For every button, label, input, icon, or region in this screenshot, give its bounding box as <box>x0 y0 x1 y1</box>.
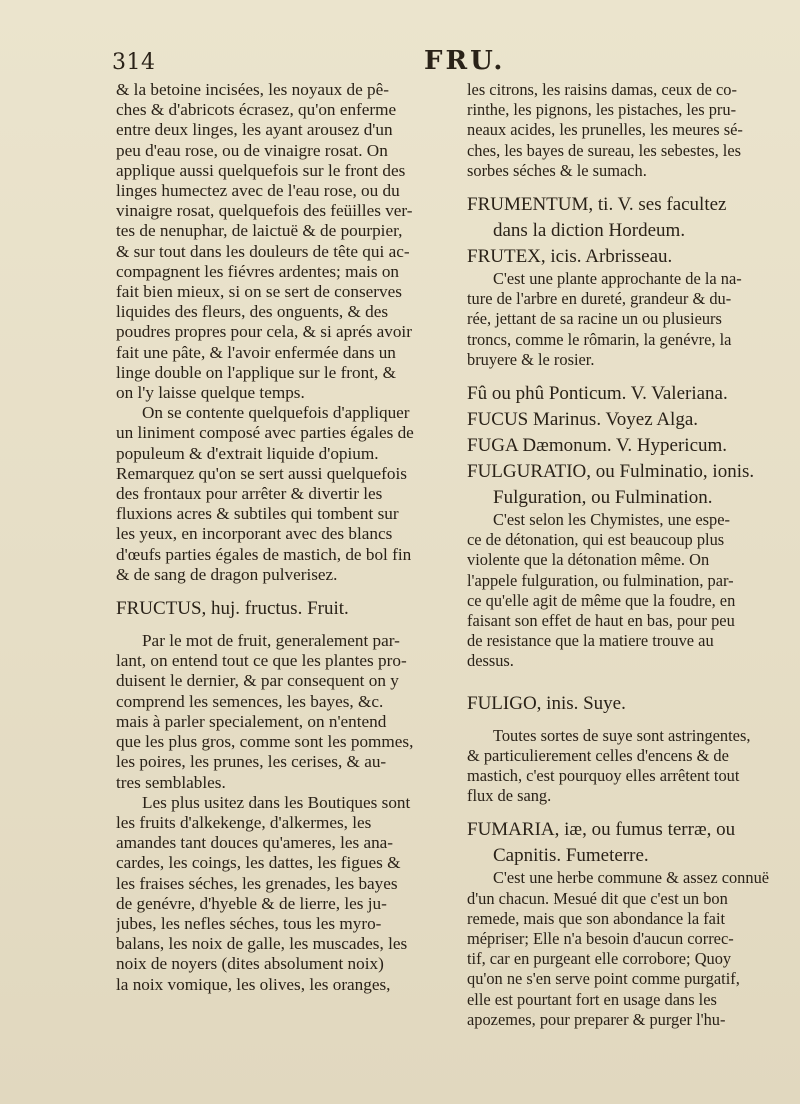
spacer <box>116 585 457 595</box>
entry-heading-fuligo: FULIGO, inis. Suye. <box>467 692 626 714</box>
text-line: mais à parler specialement, on n'entend <box>116 711 387 731</box>
text-line: la noix vomique, les olives, les oranges, <box>116 974 391 994</box>
text-line: linges humectez avec de l'eau rose, ou du <box>116 181 400 201</box>
text-line: mastich, c'est pourquoy elles arrêtent tout <box>467 766 740 786</box>
text-line: comprend les semences, les bayes, &c. <box>116 691 384 711</box>
text-line: les fruits d'alkekenge, d'alkermes, les <box>116 812 372 832</box>
text-line: liquides des fleurs, des onguents, & des <box>116 302 389 322</box>
text-line: un liniment composé avec parties égales de <box>116 423 414 443</box>
spacer <box>467 672 787 690</box>
spacer <box>116 621 457 631</box>
text-line: C'est une herbe commune & assez connuë <box>493 868 770 888</box>
text-line: remede, mais que son abondance la fait <box>467 908 726 928</box>
text-line: On se contente quelquefois d'appliquer <box>142 403 410 423</box>
text-line: de resistance que la matiere trouve au <box>467 631 714 651</box>
text-line: applique aussi quelquefois sur le front des <box>116 160 406 180</box>
text-line: jubes, les nefles séches, tous les myro- <box>116 913 382 933</box>
text-line: noix de noyers (dites absolument noix) <box>116 954 384 974</box>
text-line: & sur tout dans les douleurs de tête qui ac- <box>116 241 410 261</box>
text-line: rée, jettant de sa racine un ou plusieurs <box>467 309 722 329</box>
entry-heading-fructus: FRUCTUS, huj. fructus. Fruit. <box>116 598 349 620</box>
spacer <box>467 370 787 380</box>
text-line: elle est pourtant fort en usage dans les <box>467 989 717 1009</box>
entry-heading-frumentum-cont: dans la diction Hordeum. <box>493 220 686 242</box>
entry-heading-frutex: FRUTEX, icis. Arbrisseau. <box>467 246 673 268</box>
text-line: rinthe, les pignons, les pistaches, les pru- <box>467 100 737 120</box>
text-line: C'est selon les Chymistes, une espe- <box>493 510 730 530</box>
text-line: les poires, les prunes, les cerises, & au- <box>116 752 387 772</box>
text-line: vinaigre rosat, quelquefois des feüilles ver- <box>116 201 413 221</box>
entry-heading-fucus: FUCUS Marinus. Voyez Alga. <box>467 409 699 431</box>
entry-heading-fumaria-cont: Capnitis. Fumeterre. <box>493 845 649 867</box>
text-line: balans, les noix de galle, les muscades, les <box>116 934 408 954</box>
text-line: violente que la détonation même. On <box>467 550 710 570</box>
text-line: ture de l'arbre en dureté, grandeur & du- <box>467 289 732 309</box>
text-line: poudres propres pour cela, & si aprés avoir <box>116 322 412 342</box>
text-line: des frontaux pour arrêter & divertir les <box>116 484 383 504</box>
text-line: faisant son effet de haut en bas, pour peu <box>467 611 735 631</box>
page-number: 314 <box>112 50 156 75</box>
text-line: lant, on entend tout ce que les plantes pro- <box>116 651 407 671</box>
text-line: tif, car en purgeant elle corrobore; Quoy <box>467 949 732 969</box>
text-line: dessus. <box>467 651 514 671</box>
text-line: bruyere & le rosier. <box>467 349 595 369</box>
text-line: de genévre, d'hyeble & de lierre, les ju- <box>116 893 387 913</box>
text-line: Remarquez qu'on se sert aussi quelquefois <box>116 463 407 483</box>
text-line: troncs, comme le rômarin, la genévre, la <box>467 329 732 349</box>
text-line: les yeux, en incorporant avec des blancs <box>116 524 393 544</box>
text-line: apozemes, pour preparer & purger l'hu- <box>467 1009 726 1029</box>
text-line: peu d'eau rose, ou de vinaigre rosat. On <box>116 140 388 160</box>
entry-heading-fuga: FUGA Dæmonum. V. Hypericum. <box>467 435 728 457</box>
text-line: amandes tant douces qu'ameres, les ana- <box>116 833 394 853</box>
text-line: ches & d'abricots écrasez, qu'on enferme <box>116 100 397 120</box>
spacer <box>467 181 787 191</box>
text-line: cardes, les coings, les dattes, les figues & <box>116 853 401 873</box>
text-line: & particulierement celles d'encens & de <box>467 745 729 765</box>
text-line: fluxions acres & subtiles qui tombent sur <box>116 504 399 524</box>
text-line: ches, les bayes de sureau, les sebestes, les <box>467 140 741 160</box>
text-line: d'un chacun. Mesué dit que c'est un bon <box>467 888 728 908</box>
text-line: les fraises séches, les grenades, les bayes <box>116 873 398 893</box>
text-line: d'œufs parties égales de mastich, de bol fin <box>116 544 412 564</box>
entry-heading-fumaria: FUMARIA, iæ, ou fumus terræ, ou <box>467 819 736 841</box>
text-line: fait une pâte, & l'avoir enfermée dans un <box>116 342 396 362</box>
text-line: neaux acides, les prunelles, les meures sé- <box>467 120 743 140</box>
text-line: sorbes séches & le sumach. <box>467 160 647 180</box>
text-line: compagnent les fiévres ardentes; mais on <box>116 261 400 281</box>
text-line: populeum & d'extrait liquide d'opium. <box>116 443 379 463</box>
running-title: FRU. <box>424 46 506 76</box>
text-line: linge double on l'applique sur le front, & <box>116 362 396 382</box>
spacer <box>467 806 787 816</box>
text-line: duisent le dernier, & par consequent on y <box>116 671 399 691</box>
text-line: on l'y laisse quelque temps. <box>116 383 305 403</box>
entry-heading-frumentum: FRUMENTUM, ti. V. ses facultez <box>467 194 727 216</box>
text-line: & de sang de dragon pulverisez. <box>116 564 338 584</box>
text-line: tes de nenuphar, de laictuë & de pourpier, <box>116 221 403 241</box>
text-line: qu'on ne s'en serve point comme purgatif, <box>467 969 740 989</box>
text-line: les citrons, les raisins damas, ceux de co- <box>467 80 737 99</box>
text-line: & la betoine incisées, les noyaux de pê- <box>116 80 390 99</box>
text-line: l'appele fulguration, ou fulmination, par- <box>467 570 734 590</box>
text-line: C'est une plante approchante de la na- <box>493 269 742 289</box>
entry-heading-fu: Fû ou phû Ponticum. V. Valeriana. <box>467 383 728 405</box>
right-column <box>467 80 787 1030</box>
text-line: mépriser; Elle n'a besoin d'aucun correc- <box>467 929 734 949</box>
text-line: flux de sang. <box>467 786 552 806</box>
text-line: tres semblables. <box>116 772 226 792</box>
text-line: Par le mot de fruit, generalement par- <box>142 631 400 651</box>
entry-heading-fulguratio: FULGURATIO, ou Fulminatio, ionis. <box>467 461 755 483</box>
text-line: entre deux linges, les ayant arousez d'un <box>116 120 393 140</box>
text-line: ce de détonation, qui est beaucoup plus <box>467 530 725 550</box>
text-line: fait bien mieux, si on se sert de conserves <box>116 282 402 302</box>
entry-heading-fulguratio-cont: Fulguration, ou Fulmination. <box>493 487 713 509</box>
text-line: Les plus usitez dans les Boutiques sont <box>142 792 411 812</box>
spacer <box>467 716 787 726</box>
text-line: que les plus gros, comme sont les pommes, <box>116 732 414 752</box>
text-line: ce qu'elle agit de même que la foudre, en <box>467 590 736 610</box>
left-column <box>116 80 457 995</box>
text-line: Toutes sortes de suye sont astringentes, <box>493 725 751 745</box>
